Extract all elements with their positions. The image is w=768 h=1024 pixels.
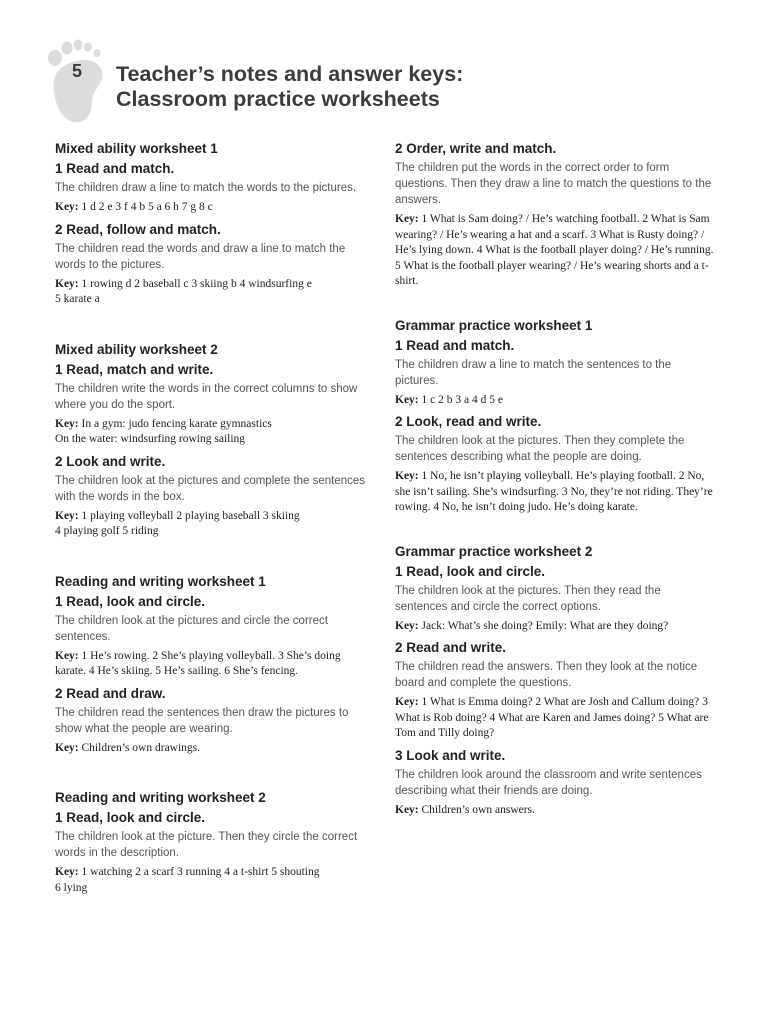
answer-key xyxy=(395,695,715,742)
key-label: Key: xyxy=(55,201,79,213)
key-text: 1 c 2 b 3 a 4 d 5 e xyxy=(421,393,503,406)
key-label: Key: xyxy=(55,277,79,290)
key-label: Key: xyxy=(395,470,419,482)
task-title: 1 Read, look and circle. xyxy=(55,810,206,825)
task-block xyxy=(55,221,373,308)
task-description: The children look around the classroom and write sentences describing what their friends are doing. xyxy=(395,768,702,797)
answer-key xyxy=(55,649,373,680)
task-title: 1 Read, look and circle. xyxy=(55,593,206,609)
key-text: 1 He’s rowing. 2 She’s playing volleyball. 3 She’s doing karate. 4 He’s skiing. 5 He’s sailing. 6 She’s fencing. xyxy=(55,649,341,677)
page-title xyxy=(116,62,463,112)
task-title: 2 Read and draw. xyxy=(55,685,166,701)
key-label: Key: xyxy=(55,649,79,662)
task-description: The children draw a line to match the sentences to the pictures. xyxy=(395,358,672,387)
key-label: Key: xyxy=(395,803,419,816)
task-description: The children put the words in the correct order to form questions. Then they draw a line to match the questions to the answers. xyxy=(395,162,712,206)
page-title-line2: Classroom practice worksheets xyxy=(116,87,440,111)
task-block xyxy=(55,809,373,896)
key-label: Key: xyxy=(395,213,419,225)
task-title: 2 Order, write and match. xyxy=(395,141,557,156)
task-description: The children look at the picture. Then they circle the correct words in the description. xyxy=(55,831,358,859)
key-text: Children’s own answers. xyxy=(421,803,535,816)
task-description: The children read the words and draw a line to match the words to the pictures. xyxy=(55,242,346,271)
key-label: Key: xyxy=(55,866,79,878)
task-title: 1 Read, look and circle. xyxy=(395,563,546,579)
worksheet-section xyxy=(55,341,373,540)
answer-key xyxy=(55,509,373,540)
task-description: The children look at the pictures and circle the correct sentences. xyxy=(55,614,328,643)
task-title: 2 Read and write. xyxy=(395,640,507,655)
worksheet-section xyxy=(55,573,373,757)
key-label: Key: xyxy=(395,619,419,632)
key-label: Key: xyxy=(395,393,419,406)
task-block xyxy=(55,361,373,448)
key-label: Key: xyxy=(55,741,79,754)
answer-key xyxy=(55,277,373,308)
key-text: 1 playing volleyball 2 playing baseball 3 skiing 4 playing golf 5 riding xyxy=(55,509,300,537)
key-text: 1 What is Sam doing? / He’s watching football. 2 What is Sam wearing? / He’s wearing a hat and a scarf. 3 What is Rusty doing? / He’s lying down. 4 What is the football player doing? / He’s running. 5 What is the football player wearing? / He’s wearing shorts and a t-shirt. xyxy=(395,213,714,287)
answer-key xyxy=(395,469,715,516)
answer-key xyxy=(395,393,715,409)
task-title: 1 Read and match. xyxy=(395,337,515,353)
task-block xyxy=(395,563,715,635)
task-description: The children write the words in the correct columns to show where you do the sport. xyxy=(55,382,358,411)
key-label: Key: xyxy=(395,696,419,708)
key-text: Children’s own drawings. xyxy=(81,741,201,754)
task-block xyxy=(395,747,715,819)
task-description: The children draw a line to match the words to the pictures. xyxy=(55,182,357,194)
task-description: The children look at the pictures and complete the sentences with the words in the box. xyxy=(55,474,366,503)
answer-key xyxy=(55,741,373,757)
chapter-number: 5 xyxy=(71,61,82,81)
task-block xyxy=(55,593,373,680)
key-label: Key: xyxy=(55,417,79,430)
task-title: 2 Look, read and write. xyxy=(395,414,542,429)
task-block xyxy=(55,453,373,540)
task-block xyxy=(55,685,373,757)
key-text: In a gym: judo fencing karate gymnastics On the water: windsurfing rowing sailing xyxy=(55,417,272,445)
task-description: The children read the sentences then draw the pictures to show what the people are wearing. xyxy=(55,706,349,735)
worksheet-section xyxy=(395,543,715,819)
key-label: Key: xyxy=(55,509,79,522)
worksheet-title: Grammar practice worksheet 2 xyxy=(395,543,593,559)
left-column xyxy=(55,140,373,896)
worksheet-title: Grammar practice worksheet 1 xyxy=(395,317,593,333)
worksheet-section xyxy=(55,789,373,896)
task-title: 3 Look and write. xyxy=(395,747,506,763)
task-title: 2 Read, follow and match. xyxy=(55,221,221,237)
task-block xyxy=(395,413,715,516)
worksheet-title: Reading and writing worksheet 1 xyxy=(55,573,266,589)
task-title: 1 Read, match and write. xyxy=(55,361,214,377)
task-block xyxy=(395,639,715,742)
right-column xyxy=(395,140,715,818)
key-text: 1 rowing d 2 baseball c 3 skiing b 4 windsurfing e 5 karate a xyxy=(55,277,312,305)
worksheet-section xyxy=(55,140,373,308)
answer-key xyxy=(55,417,373,448)
answer-key xyxy=(395,619,715,635)
key-text: 1 watching 2 a scarf 3 running 4 a t-shirt 5 shouting 6 lying xyxy=(55,866,320,894)
answer-key xyxy=(395,212,715,290)
task-title: 1 Read and match. xyxy=(55,161,175,176)
key-text: 1 What is Emma doing? 2 What are Josh and Callum doing? 3 What is Rob doing? 4 What are Karen and James doing? 5 What are Tom and Tilly doing? xyxy=(395,696,709,739)
key-text: 1 No, he isn’t playing volleyball. He’s playing football. 2 No, she isn’t sailing. She’s windsurfing. 3 No, they’re not riding. They’re rowing. 4 No, he isn’t doing judo. He’s doing karate. xyxy=(395,470,713,513)
task-block xyxy=(395,140,715,290)
task-description: The children read the answers. Then they look at the notice board and complete the questions. xyxy=(395,661,698,689)
task-block xyxy=(395,337,715,409)
answer-key xyxy=(55,865,373,896)
task-description: The children look at the pictures. Then they read the sentences and circle the correct options. xyxy=(395,584,661,613)
key-text: Jack: What’s she doing? Emily: What are they doing? xyxy=(421,619,669,632)
worksheet-section xyxy=(395,140,715,290)
worksheet-title: Mixed ability worksheet 1 xyxy=(55,141,218,156)
task-description: The children look at the pictures. Then they complete the sentences describing what the people are doing. xyxy=(395,435,685,463)
worksheet-section xyxy=(395,317,715,516)
key-text: 1 d 2 e 3 f 4 b 5 a 6 h 7 g 8 c xyxy=(81,201,213,213)
page-title-line1: Teacher’s notes and answer keys: xyxy=(116,62,464,86)
task-title: 2 Look and write. xyxy=(55,453,166,469)
worksheet-title: Mixed ability worksheet 2 xyxy=(55,341,218,357)
worksheet-title: Reading and writing worksheet 2 xyxy=(55,790,266,805)
answer-key xyxy=(395,803,715,819)
task-block xyxy=(55,160,373,216)
answer-key xyxy=(55,200,373,216)
